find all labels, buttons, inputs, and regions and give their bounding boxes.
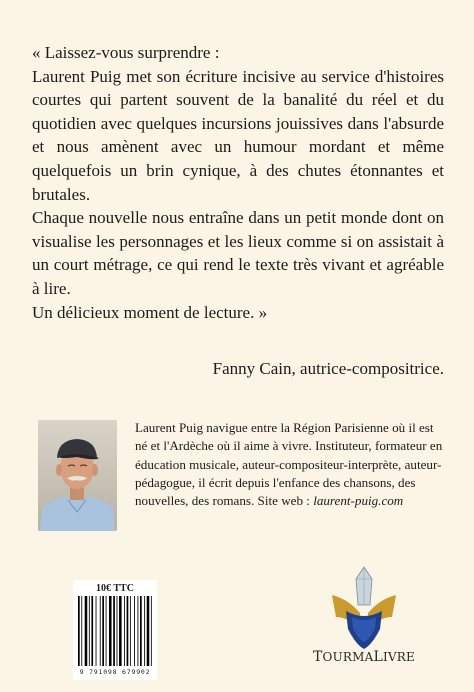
barcode-number: 9 791098 679902 xyxy=(79,668,151,676)
website-link[interactable]: laurent-puig.com xyxy=(313,493,404,509)
quote-paragraph: Chaque nouvelle nous entraîne dans un petit monde dont on visualise les personnages et les lieux comme si on assistait à un court métrage, ce qui rend le texte très vivant et agréable à lire. xyxy=(32,208,444,298)
publisher-logo-icon xyxy=(324,565,404,657)
price-label: 10€ TTC xyxy=(96,583,134,594)
quote-paragraph: Laurent Puig met son écriture incisive au service d'histoires courtes qui partent souvent de la banalité du réel et du quotidien avec quelques incursions jouissives dans l'absurde et nous amènent avec un humour mordant et même quelquefois un brin cynique, à des chutes étonnantes et brutales. xyxy=(32,66,444,204)
author-photo xyxy=(38,420,117,531)
publisher-name: TOURMALIVRE xyxy=(312,649,415,665)
quote-signature: Fanny Cain, autrice-compositrice. xyxy=(212,359,444,378)
barcode xyxy=(78,596,152,668)
quote-line: « Laissez-vous surprendre : xyxy=(32,43,220,62)
quote-closing: Un délicieux moment de lecture. » xyxy=(32,302,268,322)
author-biography xyxy=(135,419,443,510)
bio-text: Laurent Puig navigue entre la Région Parisienne où il est né et l'Ardèche où il aime à vivre. Instituteur, formateur en éducation musicale, auteur-compositeur-interprète, auteur-pédagogue, il écrit depuis l'enfance des chansons, des nouvelles, des romans. Site web : xyxy=(135,420,443,509)
back-cover-quote xyxy=(32,41,444,324)
barcode-label xyxy=(73,580,157,680)
